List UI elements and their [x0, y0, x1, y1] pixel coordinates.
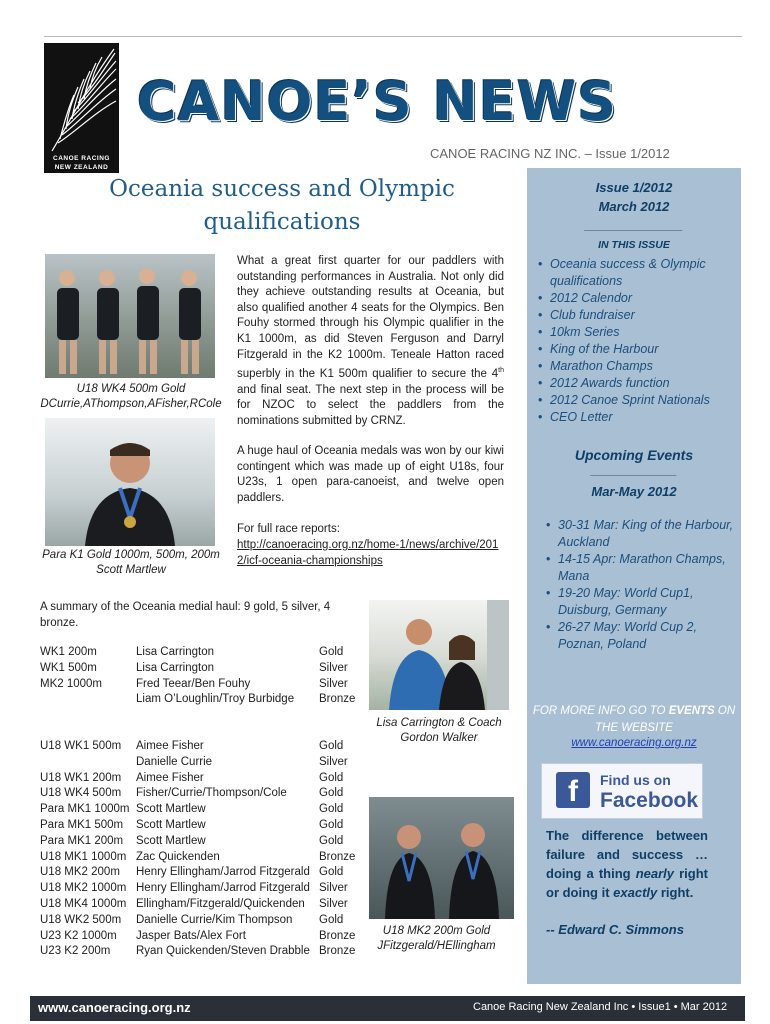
upcoming-divider: ______________	[591, 465, 677, 477]
medal-athletes: Aimee Fisher	[136, 740, 204, 752]
medal-result: Bronze	[319, 850, 356, 863]
medal-row	[40, 944, 370, 960]
photo-scott-martlew	[45, 418, 215, 546]
medal-athletes: Ryan Quickenden/Steven Drabble	[136, 945, 310, 958]
medal-event: U18 MK2 200m	[40, 866, 120, 879]
medal-event: U18 MK4 1000m	[40, 897, 127, 910]
issue-contents-item: • 10km Series	[550, 324, 736, 341]
medal-result: Gold	[319, 803, 344, 816]
website-link[interactable]: www.canoeracing.org.nz	[571, 737, 697, 749]
article-para2: A huge haul of Oceania medals was won by our kiwi contingent which was made up of eight U18s, four U23s, 1 open para-canoeist, and twelve open paddlers.	[237, 445, 504, 504]
medal-result: Gold	[319, 646, 344, 658]
medal-row	[40, 677, 370, 693]
event-item: • 14-15 Apr: Marathon Champs, Mana	[558, 551, 738, 585]
quote-text	[546, 826, 708, 902]
medal-row	[40, 865, 370, 881]
medal-table-junior	[40, 739, 370, 960]
medal-athletes: Aimee Fisher	[136, 771, 204, 784]
sidebar-date: March 2012	[598, 199, 670, 214]
event-item: • 19-20 May: World Cup1, Duisburg, Germany	[558, 585, 738, 619]
issue-contents-item: • Oceania success & Olympic qualifications	[550, 256, 736, 290]
more-info-lead: FOR MORE INFO GO TO	[532, 705, 669, 717]
issue-line: CANOE RACING NZ INC. – Issue 1/2012	[430, 146, 670, 161]
medal-event: WK1 200m	[40, 646, 97, 658]
sidebar-divider: ________________	[585, 220, 683, 232]
medal-athletes: Fisher/Currie/Thompson/Cole	[136, 787, 287, 800]
medal-event: U18 MK2 1000m	[40, 882, 127, 895]
race-report-link[interactable]: http://canoeracing.org.nz/home-1/news/archive/2012/icf-oceania-championships	[237, 539, 499, 567]
issue-contents-item: • CEO Letter	[550, 409, 736, 426]
more-info-end: ON THE WEBSITE	[595, 705, 736, 734]
more-info-text	[532, 703, 736, 737]
medal-result: Silver	[319, 882, 348, 895]
medal-athletes: Liam O’Loughlin/Troy Burbidge	[136, 693, 295, 706]
medal-row	[40, 802, 370, 818]
fern-logo-icon	[44, 43, 119, 153]
upcoming-range: Mar-May 2012	[591, 484, 677, 499]
upcoming-events-title: Upcoming Events	[574, 447, 694, 463]
medal-result: Bronze	[319, 945, 356, 958]
medal-event: U23 K2 1000m	[40, 929, 117, 942]
quote-part-e: right.	[657, 885, 694, 900]
medal-event: WK1 500m	[40, 661, 97, 674]
sidebar-in-this-issue: IN THIS ISSUE	[598, 239, 670, 251]
medal-event: U18 MK1 1000m	[40, 850, 127, 863]
medal-event: U23 K2 200m	[40, 945, 111, 958]
medal-event: Para MK1 1000m	[40, 803, 130, 816]
medal-table-open	[40, 645, 370, 708]
medal-event: Para MK1 500m	[40, 818, 124, 831]
issue-contents-item: • Club fundraiser	[550, 307, 736, 324]
medal-row	[40, 786, 370, 802]
medal-result: Bronze	[319, 693, 356, 706]
medal-athletes: Fred Teear/Ben Fouhy	[136, 677, 251, 690]
medal-athletes: Zac Quickenden	[136, 850, 220, 863]
medal-row	[40, 881, 370, 897]
footer-website[interactable]: www.canoeracing.org.nz	[38, 1000, 191, 1015]
medal-athletes: Lisa Carrington	[136, 646, 214, 658]
caption-photo4: U18 MK2 200m Gold JFitzgerald/HEllingham	[377, 925, 496, 952]
medal-athletes: Henry Ellingham/Jarrod Fitzgerald	[136, 866, 310, 879]
medal-result: Silver	[319, 897, 348, 910]
quote-part-a: The difference between failure and success … doing a thing	[546, 828, 708, 881]
medal-row	[40, 771, 370, 787]
caption-photo2: Para K1 Gold 1000m, 500m, 200m Scott Martlew	[42, 549, 220, 576]
issue-contents-item: • 2012 Calendor	[550, 290, 736, 307]
medal-event: U18 WK4 500m	[40, 787, 122, 800]
logo-line-2: NEW ZEALAND	[54, 164, 109, 171]
footer-issue-info: Canoe Racing New Zealand Inc • Issue1 • Mar 2012	[473, 1001, 728, 1013]
medal-result: Gold	[319, 866, 344, 879]
article-para1	[237, 254, 504, 429]
issue-contents-item: • 2012 Canoe Sprint Nationals	[550, 392, 736, 409]
medal-row	[40, 661, 370, 677]
logo-line-1: CANOE RACING	[53, 155, 110, 162]
issue-contents-item: • Marathon Champs	[550, 358, 736, 375]
paddlers-photo-icon	[45, 254, 215, 378]
medal-result: Gold	[319, 787, 344, 800]
scott-martlew-photo-icon	[45, 418, 215, 546]
carrington-walker-photo-icon	[369, 600, 509, 710]
facebook-icon: f	[556, 772, 590, 808]
medal-result: Gold	[319, 818, 344, 831]
medal-row	[40, 929, 370, 945]
quote-part-c: right or doing it	[546, 866, 708, 900]
medal-athletes: Jasper Bats/Alex Fort	[136, 929, 246, 942]
medal-row	[40, 739, 370, 755]
medal-athletes: Danielle Currie/Kim Thompson	[136, 913, 293, 926]
photo-u18-wk4	[45, 254, 215, 378]
issue-contents-item: • King of the Harbour	[550, 341, 736, 358]
medal-event: U18 WK1 500m	[40, 740, 122, 752]
medal-result: Silver	[319, 755, 348, 768]
events-list	[540, 517, 738, 653]
medal-row	[40, 897, 370, 913]
medal-summary: A summary of the Oceania medial haul: 9 gold, 5 silver, 4 bronze.	[40, 601, 331, 629]
medal-athletes: Scott Martlew	[136, 834, 206, 847]
masthead-title: CANOE’S NEWS	[137, 70, 618, 133]
medal-row	[40, 818, 370, 834]
medal-row	[40, 913, 370, 929]
medal-athletes: Scott Martlew	[136, 818, 206, 831]
medal-result: Silver	[319, 677, 348, 690]
event-item: • 30-31 Mar: King of the Harbour, Auckland	[558, 517, 738, 551]
medal-result: Bronze	[319, 929, 356, 942]
medal-row	[40, 645, 370, 661]
article-para3: For full race reports:	[237, 523, 340, 535]
medal-athletes: Scott Martlew	[136, 803, 206, 816]
quote-part-d: exactly	[613, 885, 658, 900]
facebook-find-us: Find us on	[600, 772, 671, 788]
sidebar-issue: Issue 1/2012	[595, 180, 673, 195]
medal-athletes: Ellingham/Fitzgerald/Quickenden	[136, 897, 305, 910]
caption-photo1: U18 WK4 500m Gold DCurrie,AThompson,AFisher,RCole	[40, 383, 222, 410]
photo-lisa-carrington	[369, 600, 509, 710]
article-headline: Oceania success and Olympic qualifications	[109, 176, 455, 235]
article-para1-text: What a great first quarter for our paddlers with outstanding performances in Australia. Not only did they achieve outstanding results at Oceania, but also qualified another 4 seats for the Olympics. Ben Fouhy stormed through his Olympic qualifier in the K1 1000m, as did Steven Ferguson and Darryl Fitzgerald in the K2 1000m. Teneale Hatton raced superbly in the K1 500m qualifier to secure the 4	[237, 255, 504, 380]
event-item: • 26-27 May: World Cup 2, Poznan, Poland	[558, 619, 738, 653]
quote-author: -- Edward C. Simmons	[546, 922, 684, 937]
medal-row	[40, 850, 370, 866]
medal-result: Gold	[319, 913, 344, 926]
caption-photo3: Lisa Carrington & Coach Gordon Walker	[376, 717, 502, 744]
medal-row	[40, 692, 370, 708]
medal-row	[40, 834, 370, 850]
top-divider	[44, 36, 742, 37]
canoe-racing-logo	[44, 43, 119, 173]
mk2-photo-icon	[369, 797, 514, 919]
more-info-events: EVENTS	[668, 705, 715, 717]
medal-event: U18 WK2 500m	[40, 913, 122, 926]
quote-part-b: nearly	[635, 866, 674, 881]
facebook-wordmark: Facebook	[600, 789, 699, 812]
medal-result: Silver	[319, 661, 348, 674]
facebook-button[interactable]	[541, 763, 703, 819]
issue-contents-item: • 2012 Awards function	[550, 375, 736, 392]
issue-contents-list	[532, 256, 736, 426]
medal-result: Gold	[319, 834, 344, 847]
medal-result: Gold	[319, 771, 344, 784]
medal-athletes: Danielle Currie	[136, 755, 213, 768]
medal-athletes: Lisa Carrington	[136, 661, 214, 674]
medal-result: Gold	[319, 740, 344, 752]
medal-athletes: Henry Ellingham/Jarrod Fitzgerald	[136, 882, 310, 895]
article-para1-end: and final seat. The next step in the process will be for NZOC to select the paddlers from the nominations submitted by CRNZ.	[237, 383, 504, 427]
medal-event: U18 WK1 200m	[40, 771, 122, 784]
medal-event: Para MK1 200m	[40, 834, 124, 847]
medal-row	[40, 755, 370, 771]
medal-event: MK2 1000m	[40, 677, 103, 690]
article-para1-sup: th	[498, 367, 504, 375]
photo-u18-mk2	[369, 797, 514, 919]
